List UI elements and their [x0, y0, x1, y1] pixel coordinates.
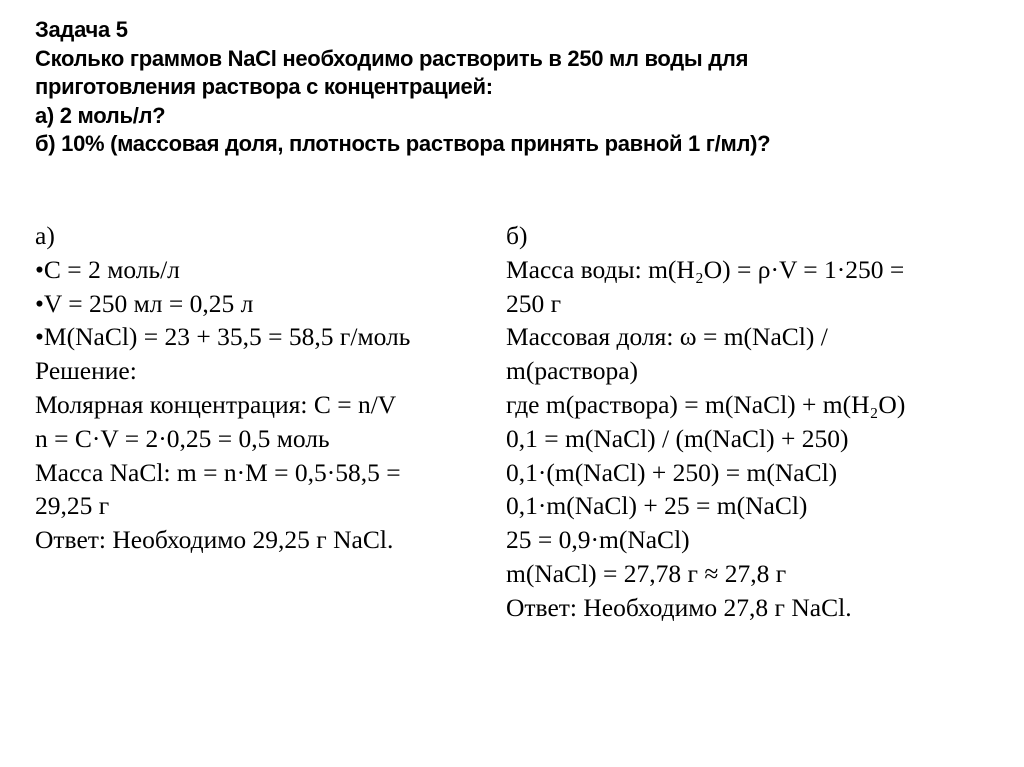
problem-line-part-b: б) 10% (массовая доля, плотность раствора принять равной 1 г/мл)? [35, 131, 771, 156]
solution-a-line: Молярная концентрация: C = n/V [35, 389, 397, 419]
solution-b-line: m(NaCl) = 27,78 г ≈ 27,8 г [506, 558, 787, 588]
problem-line: приготовления раствора с концентрацией: [35, 74, 493, 99]
solution-b-line: m(раствора) [506, 356, 639, 386]
solution-b-line: где m(раствора) = m(NaCl) + m(H₂O) [506, 389, 906, 419]
problem-line: Сколько граммов NaCl необходимо растворить в 250 мл воды для [35, 45, 749, 71]
solution-b-line: 0,1·m(NaCl) + 25 = m(NaCl) [506, 491, 808, 521]
solution-a-answer: Ответ: Необходимо 29,25 г NaCl. [35, 525, 394, 555]
solution-b-answer: Ответ: Необходимо 27,8 г NaCl. [506, 592, 852, 622]
problem-statement [35, 16, 995, 159]
solution-part-b [506, 219, 976, 625]
solution-a-line: •V = 250 мл = 0,25 л [35, 288, 254, 318]
solution-a-line: Масса NaCl: m = n·M = 0,5·58,5 = [35, 457, 401, 487]
solution-b-line: 0,1 = m(NaCl) / (m(NaCl) + 250) [506, 423, 849, 453]
solution-b-line: 25 = 0,9·m(NaCl) [506, 525, 690, 555]
solution-b-line: 250 г [506, 288, 562, 318]
solution-a-heading: а) [35, 221, 55, 250]
solution-a-line: n = C·V = 2·0,25 = 0,5 моль [35, 423, 330, 453]
solution-b-heading: б) [506, 221, 528, 250]
solution-b-line: Массовая доля: ω = m(NaCl) / [506, 322, 828, 352]
solution-a-line: Решение: [35, 356, 137, 386]
solution-b-line: 0,1·(m(NaCl) + 250) = m(NaCl) [506, 457, 838, 487]
solution-a-line: •C = 2 моль/л [35, 254, 180, 284]
problem-line-part-a: а) 2 моль/л? [35, 102, 166, 128]
problem-title: Задача 5 [35, 17, 128, 42]
solution-a-line: 29,25 г [35, 491, 110, 521]
solution-part-a [35, 219, 475, 557]
solution-b-line: Масса воды: m(H₂O) = ρ·V = 1·250 = [506, 254, 905, 284]
solution-a-line: •M(NaCl) = 23 + 35,5 = 58,5 г/моль [35, 322, 411, 352]
